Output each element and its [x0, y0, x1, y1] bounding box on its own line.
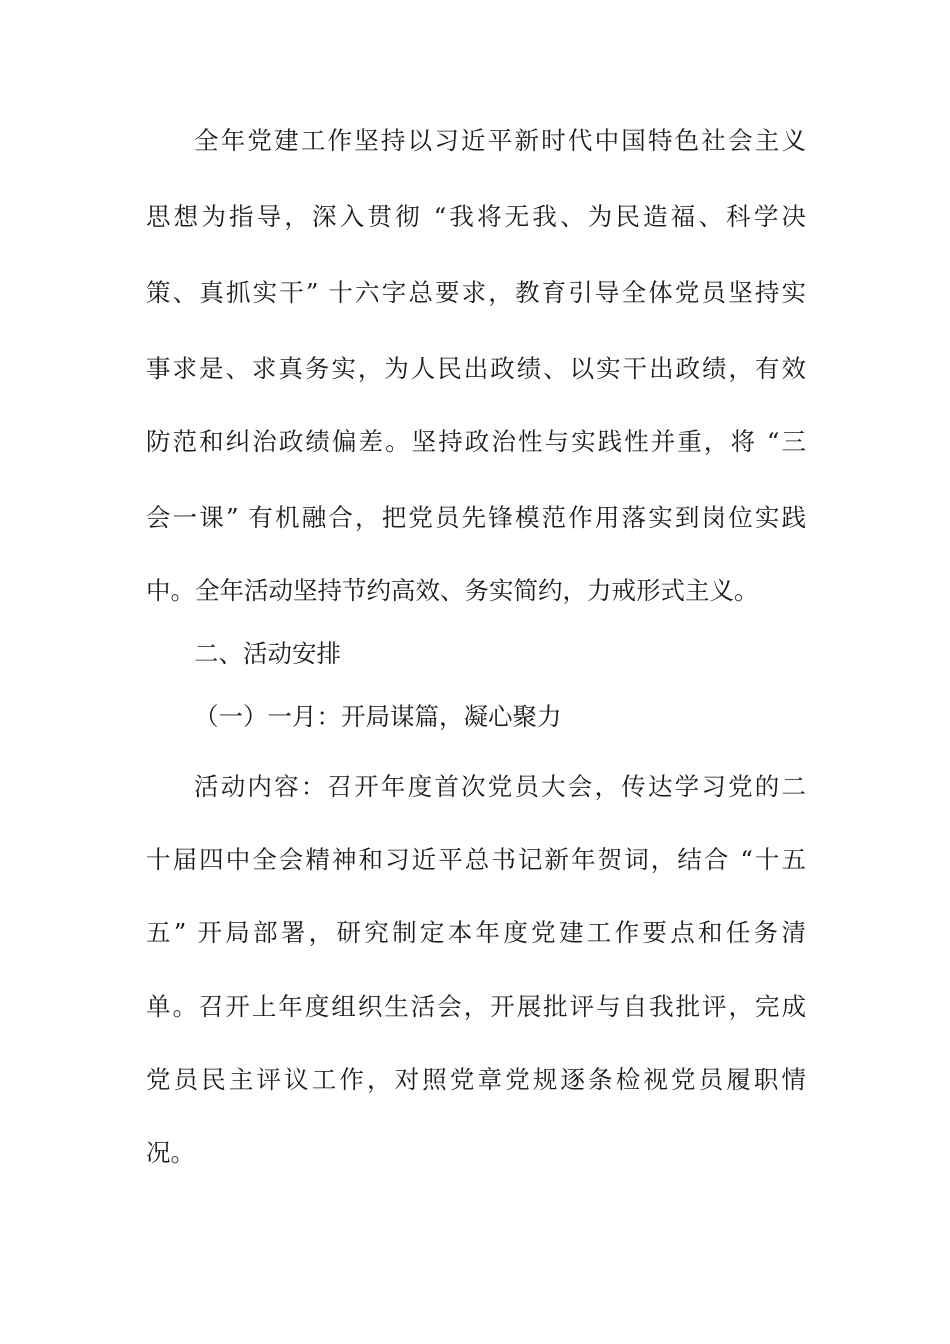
- paragraph-1-line-7: 中。全年活动坚持节约高效、务实简约，力戒形式主义。: [146, 576, 759, 605]
- section-heading: 二、活动安排: [194, 639, 341, 668]
- paragraph-1-line-2: 思想为指导，深入贯彻 “我将无我、为民造福、科学决: [146, 202, 806, 231]
- paragraph-2-line-4: 单。召开上年度组织生活会，开展批评与自我批评，完成: [146, 992, 806, 1021]
- paragraph-1-line-6: 会一课” 有机融合，把党员先锋模范作用落实到岗位实践: [146, 503, 806, 532]
- paragraph-1-line-5: 防范和纠治政绩偏差。坚持政治性与实践性并重，将 “三: [146, 427, 806, 456]
- paragraph-1-line-4: 事求是、求真务实，为人民出政绩、以实干出政绩，有效: [146, 354, 806, 383]
- paragraph-1-line-1: 全年党建工作坚持以习近平新时代中国特色社会主义: [194, 126, 806, 155]
- paragraph-1-line-3: 策、真抓实干” 十六字总要求，教育引导全体党员坚持实: [146, 278, 806, 307]
- paragraph-2-line-3: 五” 开局部署，研究制定本年度党建工作要点和任务清: [146, 918, 806, 947]
- subsection-heading: （一）一月：开局谋篇，凝心聚力: [194, 702, 562, 731]
- paragraph-2-line-2: 十届四中全会精神和习近平总书记新年贺词，结合 “十五: [146, 845, 806, 874]
- paragraph-2-line-5: 党员民主评议工作，对照党章党规逐条检视党员履职情: [146, 1065, 806, 1094]
- paragraph-2-line-1: 活动内容：召开年度首次党员大会，传达学习党的二: [194, 772, 806, 801]
- paragraph-2-line-6: 况。: [146, 1138, 195, 1167]
